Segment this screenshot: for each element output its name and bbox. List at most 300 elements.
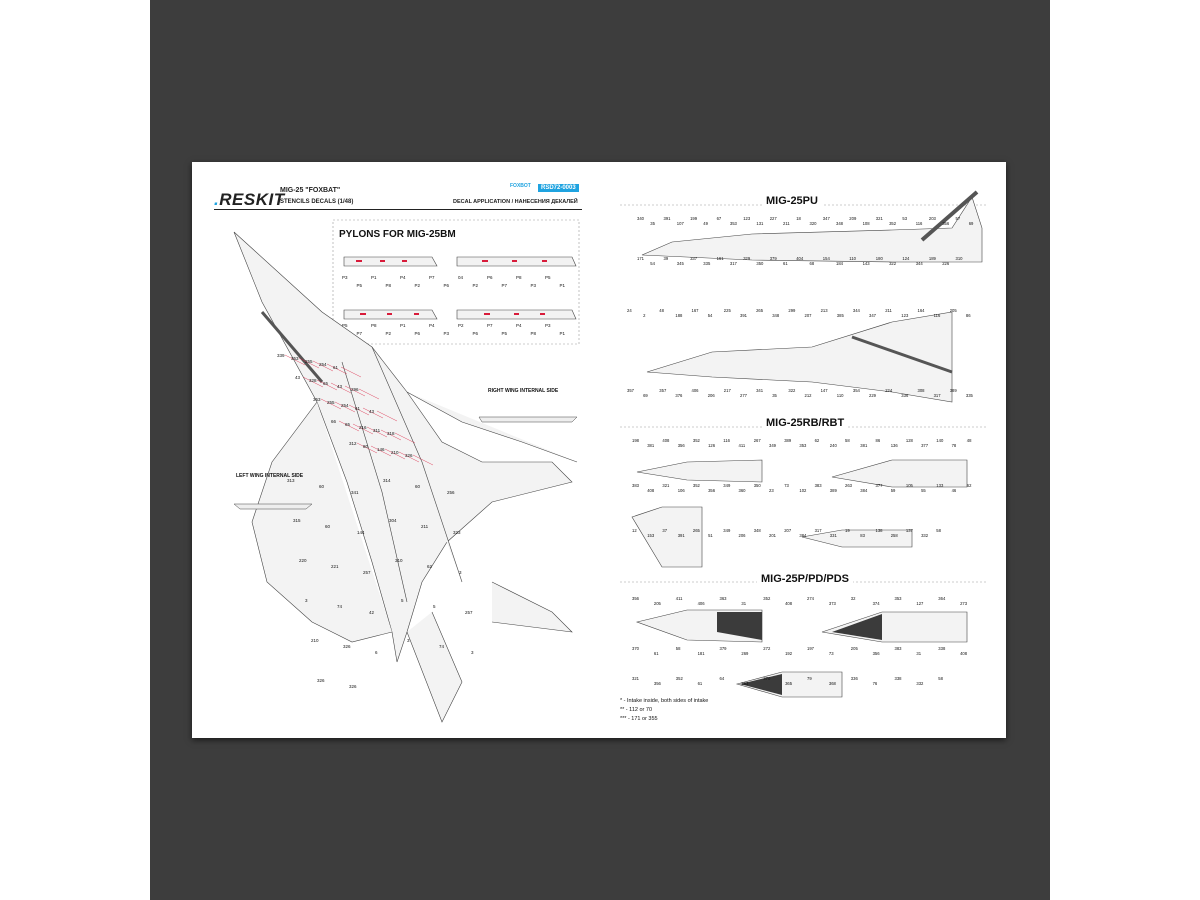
callout-number: 373 [828,601,836,606]
callout-number: 146 [377,447,385,452]
pylon-code-label: 04 [458,275,464,280]
callout-number: 153 [647,533,655,538]
callout-number: 255 [327,400,335,405]
callout-number: 205 [653,601,661,606]
callout-number: 381 [860,443,868,448]
callout-number: 353 [799,443,807,448]
callout-number: 335 [703,261,711,266]
callout-number: 61 [653,651,659,656]
reskit-logo: .RESKIT [214,190,285,209]
callout-number: 339 [277,353,285,358]
callout-number: 314 [383,478,391,483]
callout-number: 102 [799,488,807,493]
rb-side-views [632,460,967,567]
callout-number: 240 [829,443,837,448]
callout-number: 257 [363,570,371,575]
callout-number: 317 [814,528,822,533]
callout-number: 48 [659,308,664,313]
model-subtitle: STENCILS DECALS (1/48) [280,199,354,205]
callout-number: 353 [741,681,749,686]
callout-number: 217 [723,388,731,393]
callout-number: 338 [894,676,902,681]
callout-number: 408 [647,488,655,493]
callout-number: 58 [936,528,941,533]
pylon-code-label: P7 [501,283,508,288]
callout-number: 43 [369,409,375,414]
callout-number: 336 [901,393,909,398]
callout-number: 189 [928,256,936,261]
right-margin [1050,0,1200,900]
pylon-code-label: P4 [516,323,522,328]
callout-number: 39 [663,256,669,261]
code-badge: RSD72-0003 [538,184,579,192]
callout-number: 335 [965,393,973,398]
callout-number: 352 [675,676,683,681]
callout-number: 184 [836,261,843,266]
left-wing-sketch [234,504,312,509]
section-title-rb: MIG-25RB/RBT [762,417,848,429]
right-wing-label: RIGHT WING INTERNAL SIDE [488,388,559,394]
callout-number: 69 [968,221,974,226]
callout-number: 352 [692,438,700,443]
callout-number: 62 [814,438,820,443]
callout-number: 210 [391,450,399,455]
callout-number: 356 [872,651,880,656]
callout-number: 68 [809,261,815,266]
callout-number: 106 [677,488,685,493]
section-title-p: MIG-25P/PD/PDS [757,573,853,585]
callout-number: 53 [902,216,908,221]
callout-number: 381 [647,443,655,448]
callout-number: 32 [850,596,856,601]
callout-number: 60 [319,484,325,489]
callout-number: 199 [690,216,698,221]
callout-number: 267 [753,438,761,443]
callout-number: 317 [729,261,737,266]
pylon-code-label: P3 [443,331,450,336]
callout-number: 57 [955,216,961,221]
callout-number: 326 [343,644,351,649]
callout-number: 364 [938,596,946,601]
pylon-codes-row1 [342,275,566,288]
callout-number: 78 [951,443,957,448]
callout-number: 171 [637,256,644,261]
callout-number: 5 [401,598,404,603]
callout-number: 46 [951,488,957,493]
callout-number: 377 [921,443,929,448]
callout-number: 408 [785,601,793,606]
callout-number: 312 [349,441,357,446]
callout-number: 126 [708,443,716,448]
callout-number: 374 [872,601,880,606]
model-title: MIG-25 "FOXBAT" [280,187,341,194]
callout-number: 354 [852,388,860,393]
callout-number: 353 [729,221,737,226]
callout-number: 65 [345,422,351,427]
callout-number: 110 [836,393,844,398]
callout-number: 349 [723,483,731,488]
callout-number: 332 [916,681,924,686]
callout-number: 336 [850,676,858,681]
callout-number: 61 [355,406,361,411]
callout-number: 59 [890,488,896,493]
callout-number: 164 [917,308,925,313]
callout-number: 65 [323,381,329,386]
callout-number: 383 [894,646,902,651]
callout-number: 322 [788,388,796,393]
pylon-code-label: P3 [530,283,537,288]
pylon-codes-row2 [342,323,566,336]
callout-number: 212 [804,393,812,398]
callout-number: 341 [756,388,764,393]
callout-number: 226 [942,261,950,266]
callout-number: 154 [822,256,830,261]
callout-number: 273 [960,601,968,606]
callout-number: 144 [357,530,365,535]
callout-number: 229 [869,393,876,398]
right-wing-sketch [479,417,577,422]
callout-number: 107 [676,221,684,226]
callout-number: 143 [862,261,870,266]
callout-number: 370 [763,676,771,681]
callout-number: 124 [902,256,910,261]
callout-number: 206 [707,393,715,398]
callout-number: 54 [707,313,713,318]
callout-number: 116 [723,438,730,443]
callout-number: 140 [936,438,944,443]
callout-number: 203 [928,216,936,221]
callout-number: 51 [708,533,713,538]
callout-number: 61 [783,261,788,266]
callout-number: 69 [643,393,648,398]
callout-number: 274 [807,596,814,601]
callout-number: 385 [836,313,844,318]
pylon-code-label: P2 [385,331,392,336]
callout-number: 389 [829,488,837,493]
left-wing-label: LEFT WING INTERNAL SIDE [236,473,304,479]
callout-number: 220 [299,558,307,563]
callout-number: 254 [319,362,327,367]
callout-number: 406 [691,388,699,393]
callout-number: 133 [936,483,944,488]
drawing-canvas [192,162,1006,738]
callout-number: 352 [889,221,897,226]
pylon-code-label: P6 [472,331,479,336]
callout-number: 64 [719,676,725,681]
callout-number: 3 [407,638,410,643]
footnote-3: *** - 171 or 355 [620,716,658,722]
pylon-code-label: P4 [429,323,435,328]
callout-number: 368 [828,681,836,686]
callout-number: 345 [676,261,684,266]
callout-number: 210 [311,638,319,643]
callout-number: 352 [763,596,771,601]
callout-number: 337 [690,256,698,261]
callout-number: 347 [822,216,830,221]
callout-number: 2 [643,313,646,318]
callout-number: 49 [703,221,708,226]
callout-number: 108 [862,221,870,226]
pylons-title: PYLONS FOR MIG-25BM [339,229,456,240]
callout-number: 58 [845,438,850,443]
callout-number: 180 [875,256,883,261]
callout-number: 76 [872,681,878,686]
pylon-code-label: P6 [487,275,493,280]
callout-number: 213 [820,308,828,313]
callout-number: 197 [807,646,814,651]
pylon-code-label: P2 [414,283,421,288]
callout-number: 62 [427,564,433,569]
callout-number: 216 [359,425,367,430]
callout-number: 74 [439,644,445,649]
callout-number: 123 [901,313,909,318]
callout-number: 181 [697,651,705,656]
callout-number: 347 [869,313,876,318]
pylon-code-label: P4 [400,275,406,280]
pylon-sketches [344,257,576,319]
callout-number: 198 [632,438,639,443]
callout-number: 86 [965,313,971,318]
callout-number: 383 [814,483,822,488]
callout-number: 86 [875,438,881,443]
callout-number: 411 [675,596,683,601]
callout-number: 328 [309,378,317,383]
callout-number: 315 [293,518,301,523]
callout-number: 116 [915,221,923,226]
callout-number: 5 [433,604,436,609]
callout-number: 147 [820,388,828,393]
callout-number: 66 [331,419,337,424]
callout-number: 188 [675,313,683,318]
callout-number: 60 [325,524,331,529]
callout-number: 205 [850,646,858,651]
callout-number: 258 [890,533,898,538]
callout-number: 62 [966,483,972,488]
callout-number: 377 [875,483,883,488]
callout-number: 341 [351,490,359,495]
callout-number: 58 [675,646,681,651]
callout-number: 136 [890,443,898,448]
callout-number: 349 [769,443,776,448]
callout-number: 406 [697,601,705,606]
callout-number: 6 [375,650,378,655]
callout-number: 31 [741,601,747,606]
callout-number: 128 [905,438,913,443]
pylon-code-label: P8 [516,275,522,280]
callout-number: 360 [738,488,746,493]
callout-number: 80 [363,444,369,449]
pylon-code-label: P7 [487,323,493,328]
callout-number: 391 [677,533,685,538]
callout-number: 384 [860,488,868,493]
callout-number: 321 [875,216,883,221]
callout-number: 37 [662,528,668,533]
callout-number: 211 [421,524,429,529]
callout-number: 127 [916,601,924,606]
callout-number: 207 [804,313,812,318]
callout-number: 344 [915,261,923,266]
callout-number: 61 [697,681,703,686]
callout-number: 74 [337,604,343,609]
pylon-code-label: P2 [458,323,464,328]
callout-number: 391 [663,216,671,221]
logo-text: RESKIT [219,190,285,209]
callout-number: 344 [852,308,860,313]
callout-number: 310 [955,256,963,261]
callout-number: 329 [743,256,751,261]
callout-number: 192 [785,651,793,656]
callout-number: 376 [675,393,683,398]
brand-chip: FOXBOT [510,183,531,189]
callout-number: 304 [389,518,397,523]
callout-number: 3 [471,650,474,655]
callout-number: 137 [905,528,913,533]
callout-number: 73 [828,651,834,656]
callout-number: 384 [799,533,807,538]
callout-number: 321 [662,483,670,488]
callout-number: 383 [632,483,639,488]
callout-number: 326 [405,453,413,458]
callout-number: 105 [905,483,913,488]
callout-number: 131 [756,221,764,226]
pylon-code-label: P6 [443,283,450,288]
callout-number: 3 [459,570,462,575]
callout-number: 277 [740,393,747,398]
callout-number: 207 [784,528,792,533]
callout-number: 321 [632,676,639,681]
pylon-code-label: P8 [385,283,392,288]
callout-number: 205 [949,308,957,313]
callout-number: 201 [769,533,776,538]
callout-number: 353 [291,356,299,361]
pylon-code-label: P5 [545,275,551,280]
callout-number: 167 [691,308,699,313]
callout-number: 265 [692,528,700,533]
callout-number: 356 [653,681,661,686]
callout-number: 265 [756,308,764,313]
callout-number: 404 [796,256,804,261]
callout-number: 3 [305,598,308,603]
callout-number: 12 [632,528,637,533]
callout-number: 349 [723,528,731,533]
callout-number: 332 [921,533,929,538]
pylon-code-label: P8 [530,331,537,336]
callout-number: 318 [387,431,395,436]
pylon-code-label: P8 [371,323,377,328]
pylon-code-label: P5 [342,323,348,328]
pylon-code-label: P1 [371,275,377,280]
pylon-code-label: P2 [472,283,479,288]
callout-number: 356 [942,221,950,226]
pylon-code-label: P1 [559,331,566,336]
callout-number: 58 [938,676,943,681]
callout-number: 389 [784,438,792,443]
callout-number: 326 [349,684,357,689]
callout-number: 43 [295,375,301,380]
callout-number: 356 [677,443,685,448]
callout-number: 338 [938,646,946,651]
callout-number: 350 [753,483,761,488]
callout-number: 313 [287,478,295,483]
pylon-code-label: P6 [414,331,421,336]
callout-number: 227 [769,216,777,221]
callout-number: 73 [784,483,789,488]
pylon-code-label: P3 [342,275,348,280]
pylon-code-label: P1 [559,283,566,288]
callout-number: 310 [395,558,403,563]
pylon-code-label: P7 [356,331,363,336]
callout-number: 357 [659,388,667,393]
callout-number: 326 [317,678,325,683]
callout-number: 19 [845,528,850,533]
callout-number: 221 [331,564,339,569]
callout-number: 269 [741,651,749,656]
callout-number: 254 [341,403,349,408]
callout-number: 138 [875,528,883,533]
callout-number: 311 [373,428,381,433]
callout-number: 256 [447,490,455,495]
callout-number: 348 [836,221,843,226]
callout-number: 211 [783,221,790,226]
callout-number: 83 [860,533,865,538]
decal-instruction-sheet [192,162,1006,738]
pylon-code-label: P5 [501,331,508,336]
callout-number: 350 [756,261,764,266]
callout-number: 352 [692,483,700,488]
callout-number: 379 [769,256,777,261]
callout-number: 357 [627,388,634,393]
callout-number: 411 [738,443,746,448]
callout-number: 356 [708,488,716,493]
left-margin [0,0,150,900]
footnote-1: * - Intake inside, both sides of intake [620,698,709,704]
pylon-code-label: P5 [356,283,363,288]
callout-number: 365 [785,681,793,686]
callout-number: 323 [453,530,461,535]
callout-number: 209 [849,216,857,221]
callout-number: 255 [305,359,313,364]
callout-number: 55 [921,488,926,493]
callout-number: 23 [769,488,774,493]
callout-number: 116 [933,313,941,318]
callout-number: 206 [738,533,746,538]
callout-number: 31 [916,651,922,656]
callout-number: 353 [894,596,902,601]
pylon-code-label: P1 [400,323,406,328]
pylon-code-label: P3 [545,323,551,328]
callout-number: 54 [650,261,655,266]
callout-number: 79 [807,676,812,681]
callout-number: 317 [933,393,941,398]
callout-number: 35 [772,393,777,398]
callout-number: 110 [849,256,856,261]
callout-number: 257 [465,610,473,615]
callout-number: 42 [369,610,375,615]
callout-number: 379 [719,646,727,651]
callout-number: 161 [716,256,724,261]
callout-number: 370 [632,646,639,651]
callout-number: 348 [753,528,761,533]
callout-number: 356 [632,596,639,601]
callout-number: 408 [662,438,670,443]
callout-number: 408 [960,651,968,656]
callout-number: 263 [845,483,852,488]
callout-number: 60 [415,484,421,489]
callout-number: 299 [788,308,796,313]
callout-number: 389 [949,388,957,393]
callout-number: 67 [716,216,722,221]
callout-number: 331 [829,533,837,538]
